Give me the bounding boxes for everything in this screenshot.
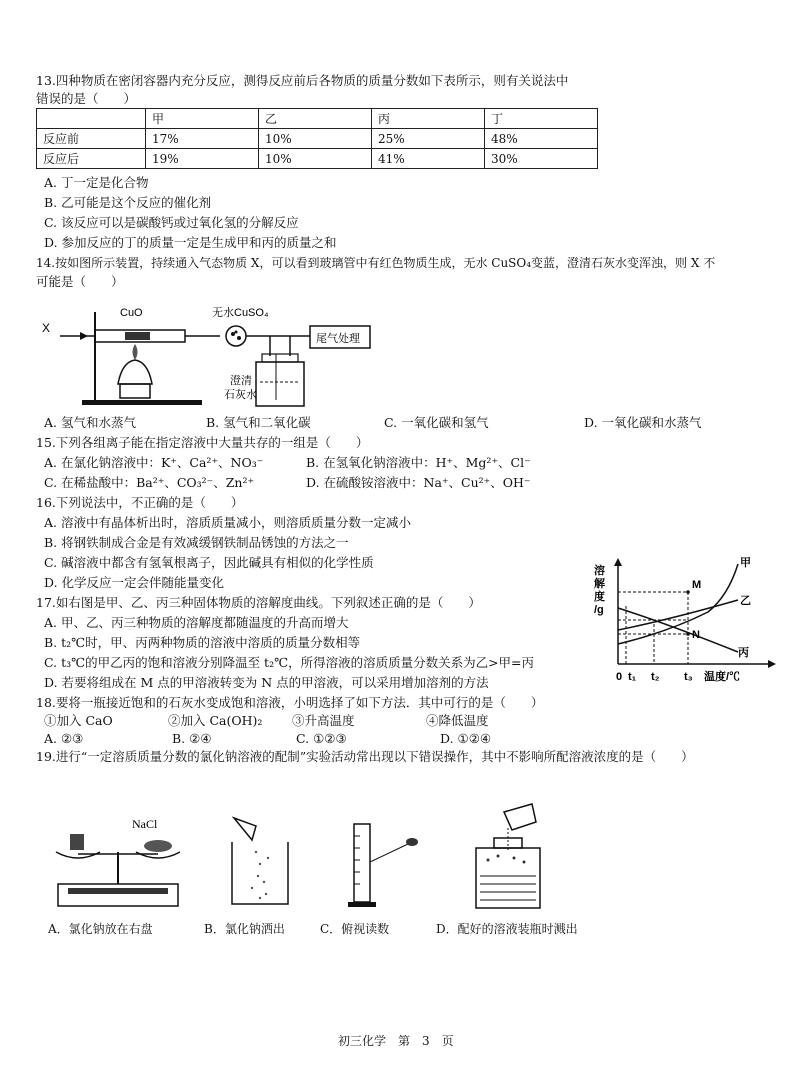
nacl-label: NaCl bbox=[132, 817, 158, 831]
bottle-pour-figure bbox=[464, 800, 564, 912]
cuo-label: CuO bbox=[120, 307, 143, 319]
table-cell: 19% bbox=[146, 149, 259, 169]
graph-ylabel-3: 度 bbox=[594, 591, 605, 603]
q17-stem: 17.如右图是甲、乙、丙三种固体物质的溶解度曲线。下列叙述正确的是（ ） bbox=[36, 595, 481, 610]
table-cell: 48% bbox=[485, 129, 598, 149]
tick-t3: t₃ bbox=[684, 671, 693, 683]
table-cell: 10% bbox=[259, 129, 372, 149]
table-header-row bbox=[37, 109, 598, 129]
q18-method-3: ③升高温度 bbox=[292, 713, 355, 728]
q14-option-a: A. 氢气和水蒸气 bbox=[44, 415, 136, 430]
table-cell: 41% bbox=[372, 149, 485, 169]
series-yi-label: 乙 bbox=[740, 595, 751, 607]
series-jia-label: 甲 bbox=[740, 557, 751, 569]
curve-bing bbox=[618, 608, 738, 652]
q18-option-d: D. ①②④ bbox=[440, 731, 492, 746]
table-row bbox=[37, 129, 598, 149]
table-cell: 丙 bbox=[372, 109, 485, 129]
q13-option-d: D. 参加反应的丁的质量一定是生成甲和丙的质量之和 bbox=[44, 235, 337, 250]
q18-option-a: A. ②③ bbox=[44, 731, 84, 746]
x-label: X bbox=[42, 321, 51, 335]
cuso4-label: 无水CuSO₄ bbox=[212, 307, 269, 319]
q15-option-a: A. 在氯化钠溶液中：K⁺、Ca²⁺、NO₃⁻ bbox=[44, 455, 264, 470]
q19-option-b: B．氯化钠洒出 bbox=[204, 922, 285, 936]
q18-option-c: C. ①②③ bbox=[296, 731, 347, 746]
q13-stem-line1: 13.四种物质在密闭容器内充分反应，测得反应前后各物质的质量分数如下表所示，则有关说法中 bbox=[36, 73, 569, 88]
graph-ylabel-4: /g bbox=[594, 604, 604, 616]
table-cell: 乙 bbox=[259, 109, 372, 129]
q19-option-d: D．配好的溶液装瓶时溅出 bbox=[436, 922, 578, 936]
q13-option-a: A. 丁一定是化合物 bbox=[44, 175, 149, 190]
graph-origin: 0 bbox=[616, 671, 623, 683]
tick-t1: t₁ bbox=[628, 671, 637, 683]
curve-jia bbox=[618, 564, 738, 644]
table-cell: 10% bbox=[259, 149, 372, 169]
table-cell: 30% bbox=[485, 149, 598, 169]
q16-option-c: C. 碱溶液中都含有氢氧根离子，因此碱具有相似的化学性质 bbox=[44, 555, 374, 570]
q15-option-d: D. 在硫酸铵溶液中：Na⁺、Cu²⁺、OH⁻ bbox=[306, 475, 531, 490]
q18-stem: 18.要将一瓶接近饱和的石灰水变成饱和溶液，小明选择了如下方法．其中可行的是（ ） bbox=[36, 695, 544, 710]
q18-method-2: ②加入 Ca(OH)₂ bbox=[168, 713, 263, 728]
cylinder-reading-figure bbox=[338, 812, 428, 912]
q14-option-c: C. 一氧化碳和氢气 bbox=[384, 415, 489, 430]
tail-gas-label: 尾气处理 bbox=[316, 333, 360, 345]
q16-option-a: A. 溶液中有晶体析出时，溶质质量减小，则溶质质量分数一定减小 bbox=[44, 515, 411, 530]
q15-option-b: B. 在氢氧化钠溶液中：H⁺、Mg²⁺、Cl⁻ bbox=[306, 455, 531, 470]
q14-stem-line1: 14.按如图所示装置，持续通入气态物质 X，可以看到玻璃管中有红色物质生成，无水 CuSO₄变蓝，澄清石灰水变浑浊，则 X 不 bbox=[36, 256, 716, 270]
q18-method-1: ①加入 CaO bbox=[44, 713, 113, 728]
q14-stem-line2: 可能是（ ） bbox=[36, 274, 124, 289]
series-bing-label: 丙 bbox=[738, 647, 749, 659]
q15-stem: 15.下列各组离子能在指定溶液中大量共存的一组是（ ） bbox=[36, 435, 369, 450]
q18-method-4: ④降低温度 bbox=[426, 713, 489, 728]
q17-option-a: A. 甲、乙、丙三种物质的溶解度都随温度的升高而增大 bbox=[44, 615, 349, 630]
table-cell: 反应后 bbox=[37, 149, 146, 169]
q17-option-d: D. 若要将组成在 M 点的甲溶液转变为 N 点的甲溶液，可以采用增加溶剂的方法 bbox=[44, 675, 489, 690]
q19-option-a: A．氯化钠放在右盘 bbox=[48, 922, 153, 936]
limewater-label-2: 石灰水 bbox=[224, 389, 257, 401]
page-footer: 初三化学 第 3 页 bbox=[338, 1034, 454, 1048]
tick-t2: t₂ bbox=[651, 671, 660, 683]
q14-option-b: B. 氢气和二氧化碳 bbox=[206, 415, 311, 430]
graph-ylabel-2: 解 bbox=[594, 578, 605, 590]
limewater-label-1: 澄清 bbox=[230, 375, 252, 387]
q19-stem: 19.进行“一定溶质质量分数的氯化钠溶液的配制”实验活动常出现以下错误操作，其中不影响所配溶液浓度的是（ ） bbox=[36, 749, 694, 764]
point-m-label: M bbox=[692, 579, 702, 591]
q16-option-d: D. 化学反应一定会伴随能量变化 bbox=[44, 575, 225, 590]
q14-apparatus-figure bbox=[40, 292, 380, 410]
graph-ylabel-1: 溶 bbox=[594, 565, 605, 577]
q13-data-table bbox=[36, 108, 598, 169]
table-cell: 25% bbox=[372, 129, 485, 149]
table-cell: 丁 bbox=[485, 109, 598, 129]
q13-option-c: C. 该反应可以是碳酸钙或过氧化氢的分解反应 bbox=[44, 215, 299, 230]
table-row bbox=[37, 149, 598, 169]
q16-option-b: B. 将钢铁制成合金是有效减缓钢铁制品锈蚀的方法之一 bbox=[44, 535, 349, 550]
q13-stem-line2: 错误的是（ ） bbox=[36, 91, 137, 106]
table-cell: 17% bbox=[146, 129, 259, 149]
q16-stem: 16.下列说法中，不正确的是（ ） bbox=[36, 495, 244, 510]
graph-xlabel: 温度/℃ bbox=[704, 671, 741, 683]
point-n-label: N bbox=[692, 629, 700, 641]
q17-option-c: C. t₃℃的甲乙丙的饱和溶液分别降温至 t₂℃，所得溶液的溶质质量分数关系为乙>甲=丙 bbox=[44, 655, 535, 670]
q19-option-c: C．俯视读数 bbox=[320, 922, 390, 936]
q14-option-d: D. 一氧化碳和水蒸气 bbox=[584, 415, 702, 430]
table-cell: 反应前 bbox=[37, 129, 146, 149]
q15-option-c: C. 在稀盐酸中：Ba²⁺、CO₃²⁻、Zn²⁺ bbox=[44, 475, 255, 490]
table-cell: 甲 bbox=[146, 109, 259, 129]
table-cell bbox=[37, 109, 146, 129]
balance-figure bbox=[48, 812, 188, 912]
q17-solubility-graph bbox=[588, 556, 778, 688]
q13-option-b: B. 乙可能是这个反应的催化剂 bbox=[44, 195, 212, 210]
q17-option-b: B. t₂℃时，甲、丙两种物质的溶液中溶质的质量分数相等 bbox=[44, 635, 361, 650]
q18-option-b: B. ②④ bbox=[172, 731, 212, 746]
beaker-spill-figure bbox=[222, 812, 302, 912]
